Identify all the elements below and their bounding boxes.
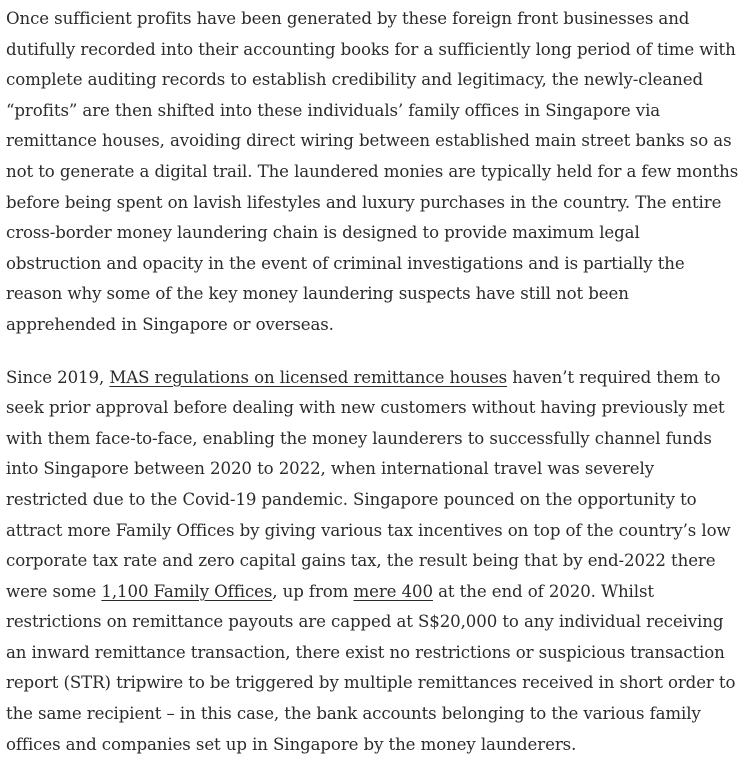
paragraph-2-text-1: Since 2019, (6, 367, 110, 387)
mere-400-link[interactable]: mere 400 (353, 581, 433, 601)
paragraph-2 (6, 363, 740, 761)
paragraph-1: Once sufficient profits have been generated by these foreign front businesses and dutifully recorded into their accounting books for a sufficiently long period of time with complete auditing records to establish credibility and legitimacy, the newly-cleaned “profits” are then shifted into these individuals’ family offices in Singapore via remittance houses, avoiding direct wiring between established main street banks so as not to generate a digital trail. The laundered monies are typically held for a few months before being spent on lavish lifestyles and luxury purchases in the country. The entire cross-border money laundering chain is designed to provide maximum legal obstruction and opacity in the event of criminal investigations and is partially the reason why some of the key money laundering suspects have still not been apprehended in Singapore or overseas. (6, 9, 739, 334)
paragraph-2-text-4: at the end of 2020. Whilst restrictions on remittance payouts are capped at S$20,000 to any individual receiving an inward remittance transaction, there exist no restrictions or suspicious transaction report (STR) tripwire to be triggered by multiple remittances received in short order to the same recipient – in this case, the bank accounts belonging to the various family offices and companies set up in Singapore by the money launderers. (6, 581, 736, 754)
paragraph-2-text-2: haven’t required them to seek prior approval before dealing with new customers without having previously met with them face-to-face, enabling the money launderers to successfully channel funds into Singapore between 2020 to 2022, when international travel was severely restricted due to the Covid-19 pandemic. Singapore pounced on the opportunity to attract more Family Offices by giving various tax incentives on top of the country’s low corporate tax rate and zero capital gains tax, the result being that by end-2022 there were some (6, 367, 731, 601)
mas-regulations-link[interactable]: MAS regulations on licensed remittance houses (109, 367, 508, 387)
paragraph-2-text-3: , up from (272, 581, 354, 601)
family-offices-link[interactable]: 1,100 Family Offices (101, 581, 273, 601)
